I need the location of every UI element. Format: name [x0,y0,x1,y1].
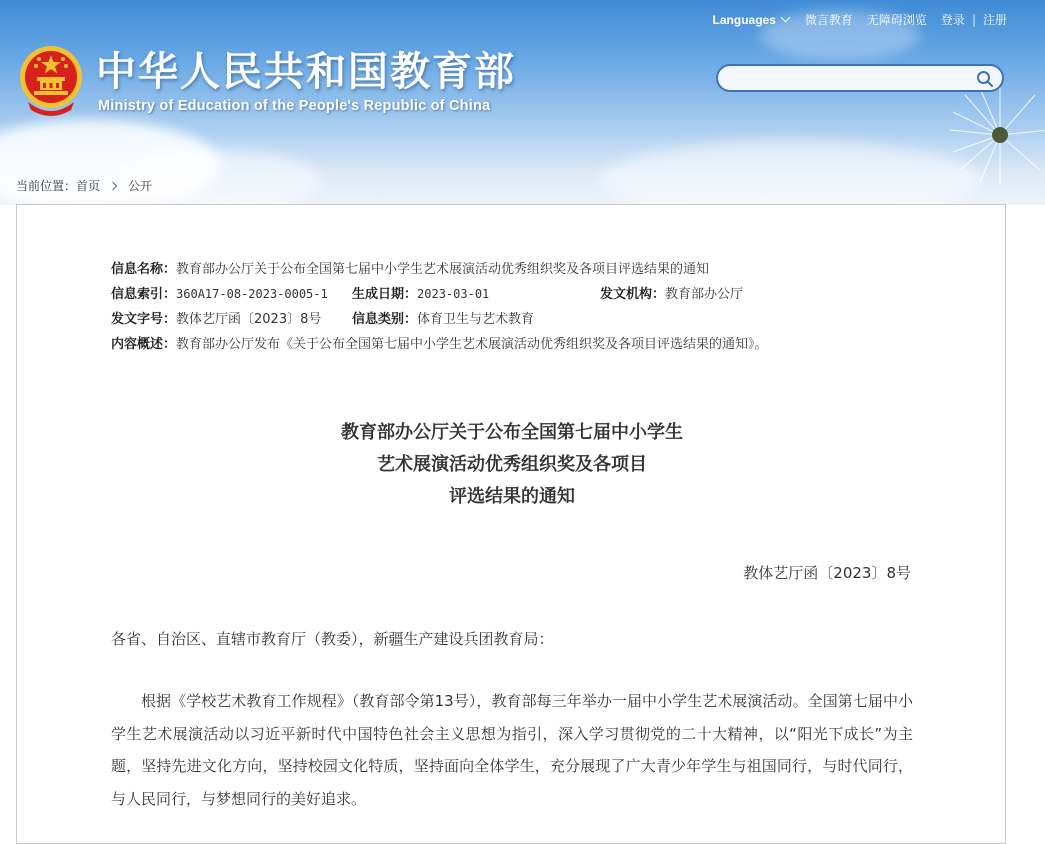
search-icon[interactable] [976,70,994,88]
document-number: 教体艺厅函〔2023〕8号 [743,564,911,582]
document-paragraph: 根据《学校艺术教育工作规程》（教育部令第13号），教育部每三年举办一届中小学生艺术展演活动。全国第七届中小学生艺术展演活动以习近平新时代中国特色社会主义思想为指引，深入学习贯彻党的二十大精神，以“阳光下成长”为主题，坚持先进文化方向，坚持校园文化特质，坚持面向全体学生，充分展现了广大青少年学生与祖国同行，与时代同行，与人民同行，与梦想同行的美好追求。 [111,692,913,808]
meta-date-value: 2023-03-01 [417,287,490,301]
document-metadata [111,257,768,357]
meta-name-value: 教育部办公厅关于公布全国第七届中小学生艺术展演活动优秀组织奖及各项目评选结果的通知 [176,262,710,277]
languages-menu[interactable] [713,13,805,27]
national-emblem-icon[interactable] [18,44,84,116]
meta-docno-label: 发文字号： [111,312,177,327]
breadcrumb-current-link[interactable]: 公开 [128,179,153,193]
meta-issuer-value: 教育部办公厅 [665,287,744,302]
chevron-down-icon [780,13,790,23]
meta-docno-value: 教体艺厅函〔2023〕8号 [176,312,322,327]
meta-category-label: 信息类别： [352,312,418,327]
meta-category-value: 体育卫生与艺术教育 [417,312,535,327]
meta-row-docno [111,307,768,332]
top-navigation [713,11,1007,28]
dandelion-decoration [945,80,1045,190]
breadcrumb-label: 当前位置： [16,179,77,193]
chevron-right-icon [109,181,117,189]
meta-summary-label: 内容概述： [111,337,177,352]
site-header [0,0,1045,205]
weibo-link[interactable]: 微言教育 [804,13,853,27]
document-salutation: 各省、自治区、直辖市教育厅（教委），新疆生产建设兵团教育局： [111,630,554,648]
search-box [716,64,1004,92]
meta-row-summary [111,332,768,357]
document-title-line: 艺术展演活动优秀组织奖及各项目 [377,454,647,475]
breadcrumb [16,177,152,194]
breadcrumb-home-link[interactable]: 首页 [76,179,101,193]
meta-index-label: 信息索引： [111,287,177,302]
document-title-line: 评选结果的通知 [449,486,575,507]
document-title [17,417,1007,513]
search-input[interactable] [730,66,974,92]
nav-separator: | [971,12,976,27]
meta-summary-value: 教育部办公厅发布《关于公布全国第七届中小学生艺术展演活动优秀组织奖及各项目评选结果的通知》。 [176,337,768,352]
meta-name-label: 信息名称： [111,262,177,277]
meta-row-index [111,282,768,307]
login-link[interactable]: 登录 [940,13,965,27]
article-container [16,204,1006,844]
site-title-en: Ministry of Education of the People's Republic of China [98,98,491,114]
meta-index-value: 360A17-08-2023-0005-1 [176,287,328,301]
languages-label: Languages [712,12,776,27]
meta-issuer-label: 发文机构： [600,287,666,302]
accessibility-link[interactable]: 无障碍浏览 [866,13,927,27]
register-link[interactable]: 注册 [982,13,1007,27]
meta-date-label: 生成日期： [352,287,418,302]
document-title-line: 教育部办公厅关于公布全国第七届中小学生 [341,422,683,443]
site-title-cn[interactable]: 中华人民共和国教育部 [96,49,516,95]
cloud-decoration [600,140,980,205]
meta-row-name [111,257,768,282]
